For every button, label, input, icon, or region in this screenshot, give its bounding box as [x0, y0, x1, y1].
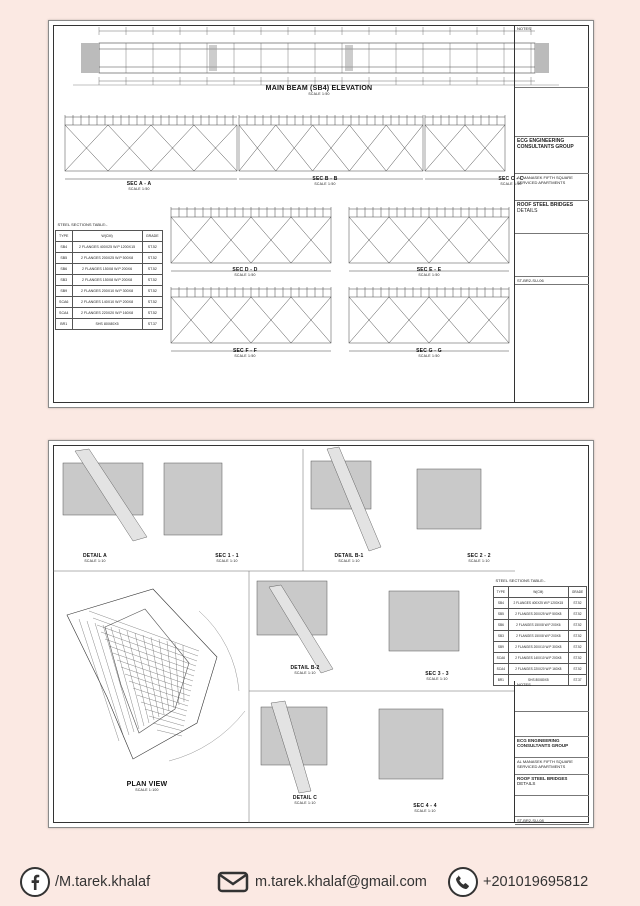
phone-contact[interactable]: [448, 862, 588, 902]
drawing-title: ROOF STEEL BRIDGES DETAILS: [515, 201, 589, 234]
section-label: SEC C - C SCALE 1:50: [498, 176, 524, 186]
table-caption: STEEL SECTIONS TABLE:-: [57, 221, 108, 227]
table-cell: BR1: [56, 319, 73, 330]
table-cell: SHS 80X80X5: [72, 319, 142, 330]
table-header: W(CM): [72, 231, 142, 242]
table-cell: SB5: [56, 253, 73, 264]
table-row: [56, 319, 163, 330]
elevation-drawing: [49, 21, 593, 407]
table-cell: SB9: [494, 642, 509, 653]
table-row: [56, 286, 163, 297]
table-cell: ST.52: [142, 264, 162, 275]
section-label: SEC D - D SCALE 1:50: [232, 267, 258, 277]
table-cell: ST.52: [142, 286, 162, 297]
table-cell: SHS 80X80X5: [508, 675, 568, 686]
steel-sections-table: [493, 575, 587, 686]
steel-sections-table: [55, 219, 163, 330]
table-cell: ST.52: [142, 297, 162, 308]
table-cell: ST.52: [568, 631, 586, 642]
table-header: TYPE: [56, 231, 73, 242]
drawing-code: ST-BR2-SU-08: [515, 817, 589, 825]
elevation-scale: SCALE 1:50: [308, 92, 330, 96]
table-cell: ST.37: [568, 675, 586, 686]
project-name: AL MANASEK FIFTH SQUARE SERVICED APARTMENTS: [515, 174, 589, 201]
table-row: [494, 642, 587, 653]
table-cell: 2 FLANGES 150X8 W.P 200X6: [508, 620, 568, 631]
table-row: [56, 308, 163, 319]
drawing-code: ST-BR2-SU-06: [515, 277, 589, 285]
table-row: [494, 620, 587, 631]
envelope-icon: [216, 867, 250, 897]
table-cell: SB3: [494, 631, 509, 642]
table-cell: ST.52: [568, 620, 586, 631]
project-name: AL MANASEK FIFTH SQUARE SERVICED APARTMENTS: [515, 758, 589, 775]
company-name: ECG ENGINEERING CONSULTANTS GROUP: [515, 137, 589, 174]
table-cell: 2 FLANGES 400X25 W.P 1200X15: [72, 242, 142, 253]
table-cell: 2 FLANGES 220X20 W.P 160X8: [72, 308, 142, 319]
table-row: [494, 653, 587, 664]
elevation-title: [239, 85, 399, 96]
table-cell: 2 FLANGES 200X10 W.P 300X8: [508, 642, 568, 653]
table-cell: 2 FLANGES 140X10 W.P 200X8: [72, 297, 142, 308]
section-label: SEC B - B SCALE 1:50: [312, 176, 338, 186]
table-cell: 2 FLANGES 150X8 W.P 200X8: [72, 275, 142, 286]
company-name: ECG ENGINEERING CONSULTANTS GROUP: [515, 737, 589, 758]
table-cell: SCA4: [494, 664, 509, 675]
email-contact[interactable]: [216, 862, 427, 902]
revision-block: [515, 796, 589, 817]
table-cell: 2 FLANGES 150X8 W.P 200X8: [508, 631, 568, 642]
table-row: [494, 631, 587, 642]
drawing-sheet-1: [48, 20, 594, 408]
detail-label: SEC 3 - 3 SCALE 1:10: [425, 671, 449, 681]
table-cell: SB9: [56, 286, 73, 297]
table-cell: 2 FLANGES 200X25 W.P 500X8: [72, 253, 142, 264]
email-address: m.tarek.khalaf@gmail.com: [255, 874, 427, 890]
table-cell: 2 FLANGES 220X20 W.P 160X8: [508, 664, 568, 675]
section-label: SEC G - G SCALE 1:50: [416, 348, 442, 358]
table-cell: ST.52: [568, 664, 586, 675]
table-cell: SB5: [494, 609, 509, 620]
revision-block: [515, 234, 589, 277]
table-cell: BR1: [494, 675, 509, 686]
table-cell: SB6: [56, 264, 73, 275]
detail-label: SEC 4 - 4 SCALE 1:10: [413, 803, 437, 813]
table-row: [56, 297, 163, 308]
table-cell: ST.52: [142, 242, 162, 253]
table-cell: 2 FLANGES 200X10 W.P 300X8: [72, 286, 142, 297]
table-cell: 2 FLANGES 140X10 W.P 200X8: [508, 653, 568, 664]
table-cell: ST.52: [142, 253, 162, 264]
section-label: SEC A - A SCALE 1:50: [126, 181, 152, 191]
table-row: [494, 609, 587, 620]
drawing-sheet-2: [48, 440, 594, 828]
section-label: SEC E - E SCALE 1:50: [416, 267, 442, 277]
table-header: TYPE: [494, 587, 509, 598]
drawing-title: ROOF STEEL BRIDGES DETAILS: [515, 775, 589, 796]
table-cell: ST.52: [568, 653, 586, 664]
detail-label: PLAN VIEW SCALE 1:100: [126, 781, 168, 792]
table-row: [56, 275, 163, 286]
notes-block: NOTES: [515, 25, 589, 88]
phone-number: +201019695812: [483, 874, 589, 890]
table-cell: SCA4: [56, 308, 73, 319]
elevation-title-text: MAIN BEAM (SB4) ELEVATION: [265, 85, 373, 92]
table-cell: ST.52: [142, 275, 162, 286]
detail-label: SEC 2 - 2 SCALE 1:10: [467, 553, 491, 563]
title-block: [514, 25, 589, 403]
table-cell: SCA6: [56, 297, 73, 308]
facebook-contact[interactable]: [20, 862, 150, 902]
table-cell: ST.52: [568, 609, 586, 620]
title-block: [514, 681, 589, 823]
table-cell: 2 FLANGES 150X8 W.P 200X6: [72, 264, 142, 275]
table-row: [56, 242, 163, 253]
table-cell: SB3: [56, 275, 73, 286]
table-header: W(CM): [508, 587, 568, 598]
detail-label: DETAIL C SCALE 1:10: [292, 795, 318, 805]
table-cell: ST.52: [142, 308, 162, 319]
notes-block: NOTES: [515, 681, 589, 712]
table-cell: ST.52: [568, 598, 586, 609]
logos-block: [515, 712, 589, 737]
table-caption: STEEL SECTIONS TABLE:-: [495, 577, 546, 583]
table-cell: SCA6: [494, 653, 509, 664]
facebook-icon: [20, 867, 50, 897]
table-cell: SB4: [494, 598, 509, 609]
table-row: [494, 598, 587, 609]
table-row: [56, 264, 163, 275]
detail-label: DETAIL B-1 SCALE 1:10: [334, 553, 364, 563]
detail-label: SEC 1 - 1 SCALE 1:10: [215, 553, 239, 563]
phone-icon: [448, 867, 478, 897]
logos-block: [515, 88, 589, 137]
facebook-handle: /M.tarek.khalaf: [55, 874, 151, 890]
table-header: GRADE: [568, 587, 586, 598]
table-row: [494, 664, 587, 675]
table-header: GRADE: [142, 231, 162, 242]
table-cell: 2 FLANGES 400X25 W.P 1200X15: [508, 598, 568, 609]
table-row: [56, 253, 163, 264]
table-cell: ST.37: [142, 319, 162, 330]
table-cell: SB4: [56, 242, 73, 253]
section-label: SEC F - F SCALE 1:50: [232, 348, 258, 358]
table-cell: SB6: [494, 620, 509, 631]
table-cell: ST.52: [568, 642, 586, 653]
detail-label: DETAIL A SCALE 1:10: [82, 553, 107, 563]
table-cell: 2 FLANGES 200X25 W.P 500X8: [508, 609, 568, 620]
detail-label: DETAIL B-2 SCALE 1:10: [290, 665, 320, 675]
